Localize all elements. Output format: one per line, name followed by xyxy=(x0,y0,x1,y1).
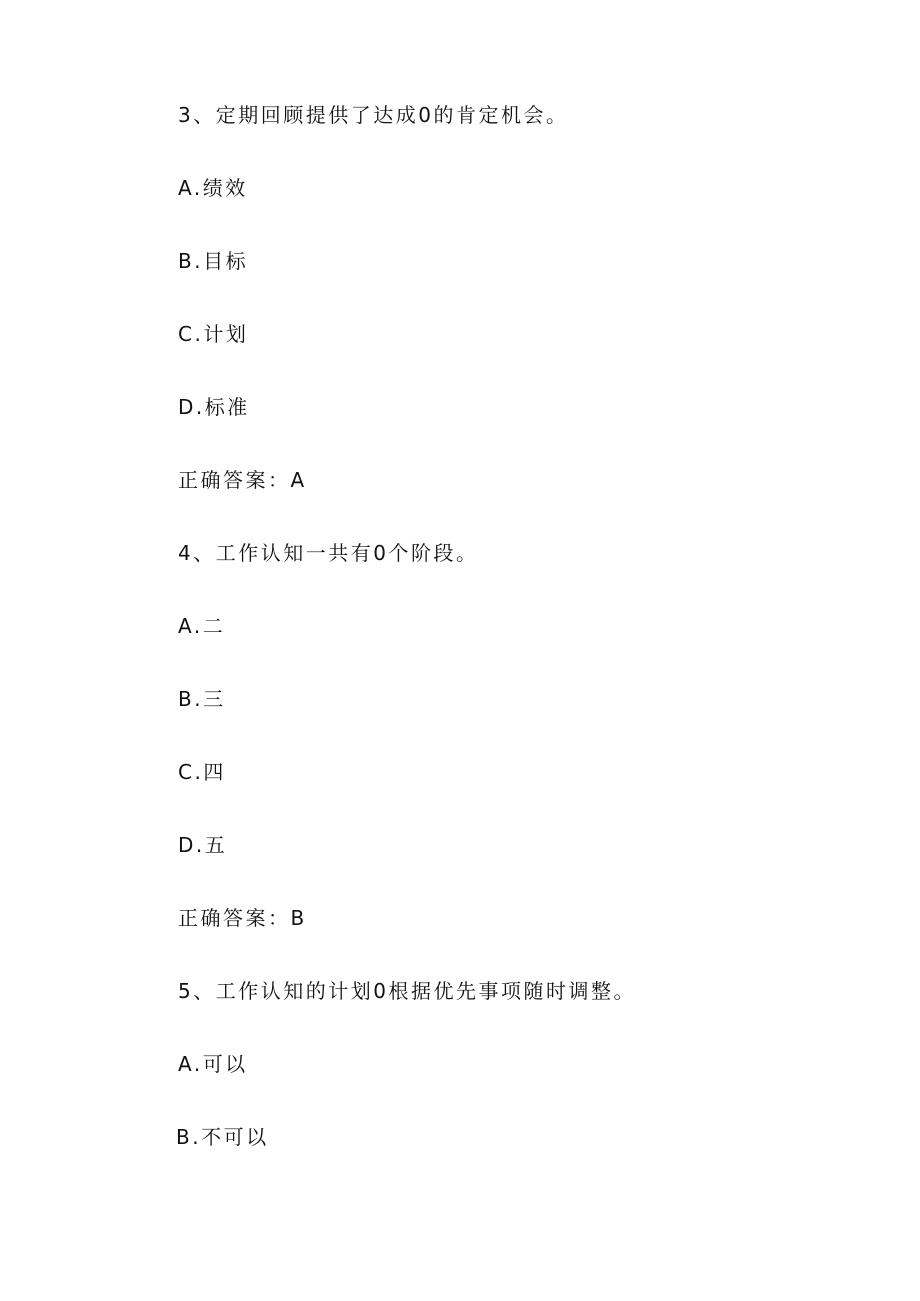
question-4-option-c: C.四 xyxy=(178,760,226,784)
question-3-answer: 正确答案：A xyxy=(178,468,307,492)
question-5-stem: 5、工作认知的计划0根据优先事项随时调整。 xyxy=(178,979,636,1003)
question-3-stem: 3、定期回顾提供了达成0的肯定机会。 xyxy=(178,103,569,127)
question-3-option-d: D.标准 xyxy=(178,395,250,419)
question-3-option-c: C.计划 xyxy=(178,322,249,346)
question-3-option-a: A.绩效 xyxy=(178,176,248,200)
question-4-option-d: D.五 xyxy=(178,833,228,857)
question-3-option-b: B.目标 xyxy=(178,249,249,273)
question-4-option-a: A.二 xyxy=(178,614,226,638)
question-5-option-b: B.不可以 xyxy=(176,1125,269,1149)
question-4-answer: 正确答案：B xyxy=(178,906,307,930)
question-5-option-a: A.可以 xyxy=(178,1052,248,1076)
question-4-option-b: B.三 xyxy=(178,687,226,711)
question-4-stem: 4、工作认知一共有0个阶段。 xyxy=(178,541,479,565)
